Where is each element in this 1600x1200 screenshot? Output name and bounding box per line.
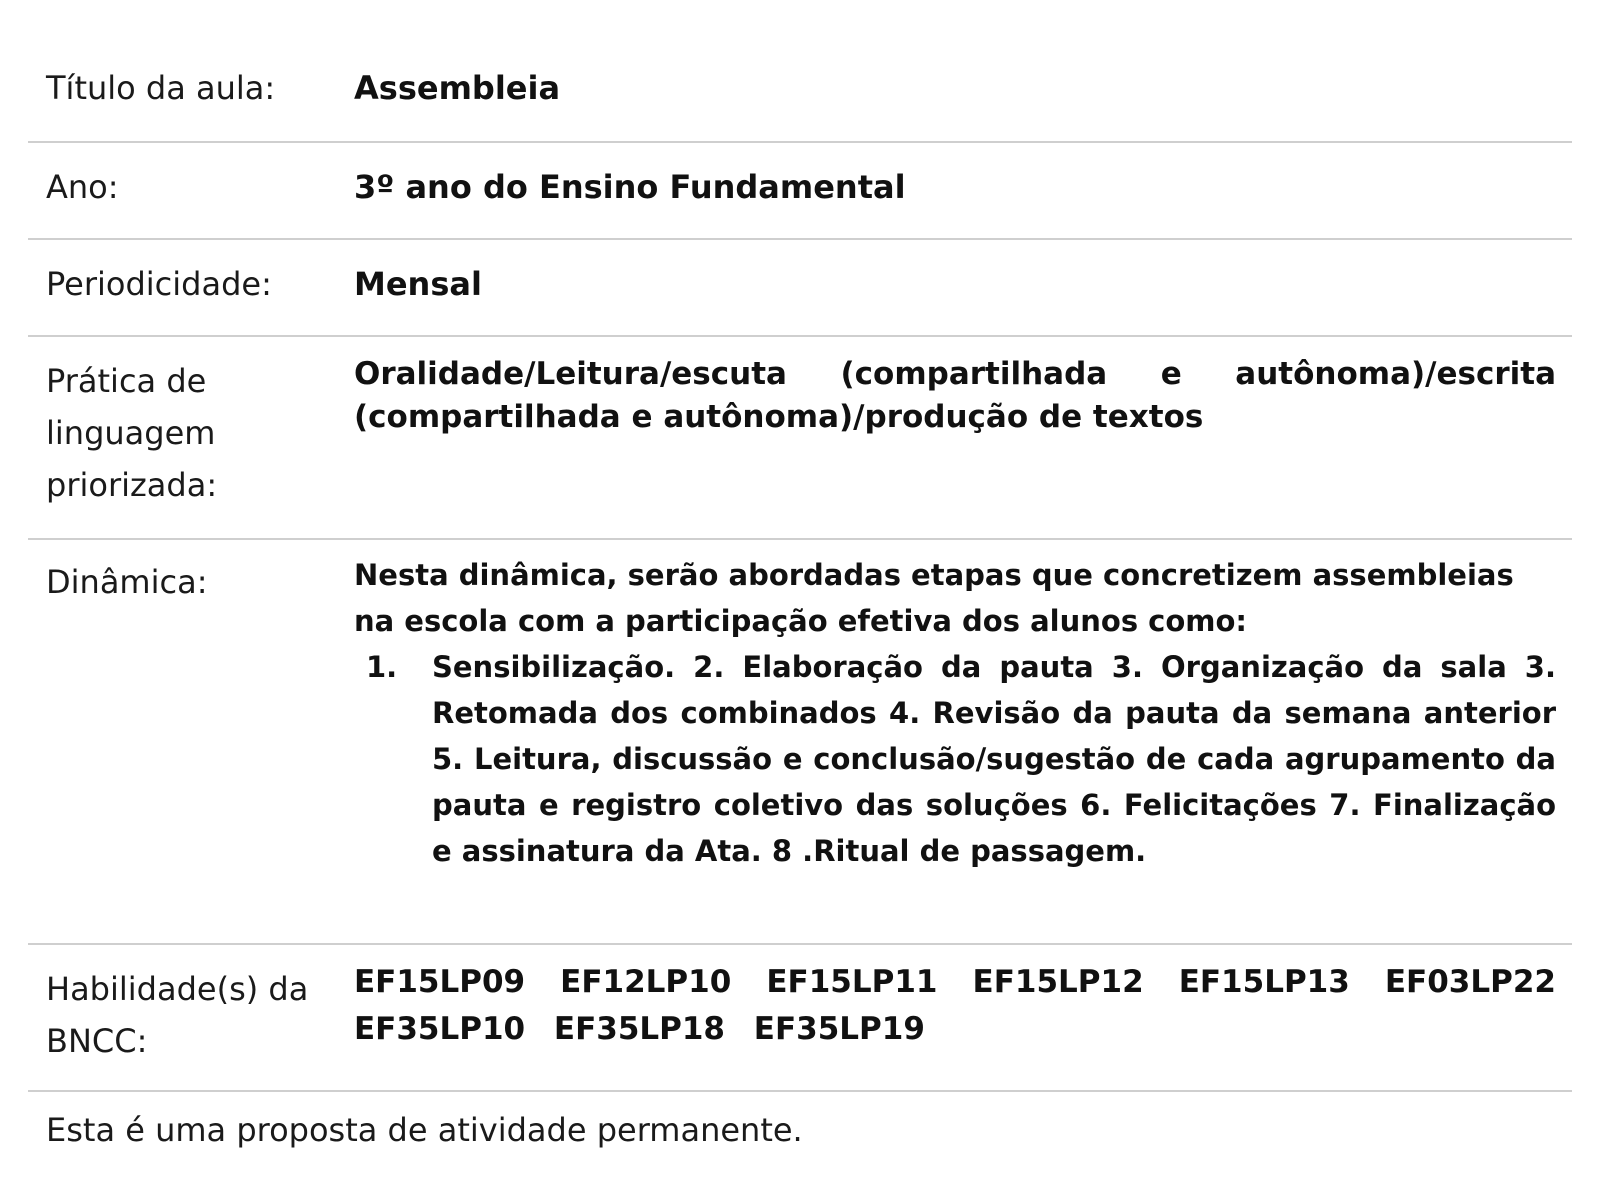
label-habilidades: Habilidade(s) da BNCC: (46, 970, 309, 1060)
lesson-plan-table (28, 40, 1572, 1156)
row-dinamica (28, 540, 1572, 945)
row-pratica (28, 337, 1572, 540)
value-titulo: Assembleia (354, 69, 561, 107)
row-habilidades (28, 945, 1572, 1092)
label-pratica: Prática de linguagem priorizada: (46, 362, 218, 504)
row-ano (28, 143, 1572, 240)
label-titulo: Título da aula: (46, 69, 276, 107)
footer-note: Esta é uma proposta de atividade permanente. (46, 1111, 803, 1149)
dinamica-intro: Nesta dinâmica, serão abordadas etapas que concretizem assembleias na escola com a participação efetiva dos alunos como: (354, 558, 1514, 638)
list-item-text: Sensibilização. 2. Elaboração da pauta 3. Organização da sala 3. Retomada dos combinados 4. Revisão da pauta da semana anterior 5. Leitura, discussão e conclusão/sugestão de cada agrupamento da pauta e registro coletivo das soluções 6. Felicitações 7. Finalização e assinatura da Ata. 8 .Ritual de passagem. (432, 650, 1556, 868)
label-ano: Ano: (46, 168, 119, 206)
label-dinamica: Dinâmica: (46, 563, 208, 601)
value-dinamica (354, 540, 1572, 943)
dinamica-steps-list (354, 644, 1556, 874)
value-periodicidade: Mensal (354, 265, 482, 303)
value-habilidades: EF15LP09 EF12LP10 EF15LP11 EF15LP12 EF15LP13 EF03LP22 EF35LP10 EF35LP18 EF35LP19 (354, 964, 1556, 1047)
value-ano: 3º ano do Ensino Fundamental (354, 168, 906, 206)
list-item-number: 1. (366, 650, 398, 684)
label-periodicidade: Periodicidade: (46, 265, 272, 303)
value-pratica: Oralidade/Leitura/escuta (compartilhada e autônoma)/escrita (compartilhada e autônoma)/produção de textos (354, 356, 1556, 435)
row-titulo (28, 40, 1572, 143)
row-periodicidade (28, 240, 1572, 337)
